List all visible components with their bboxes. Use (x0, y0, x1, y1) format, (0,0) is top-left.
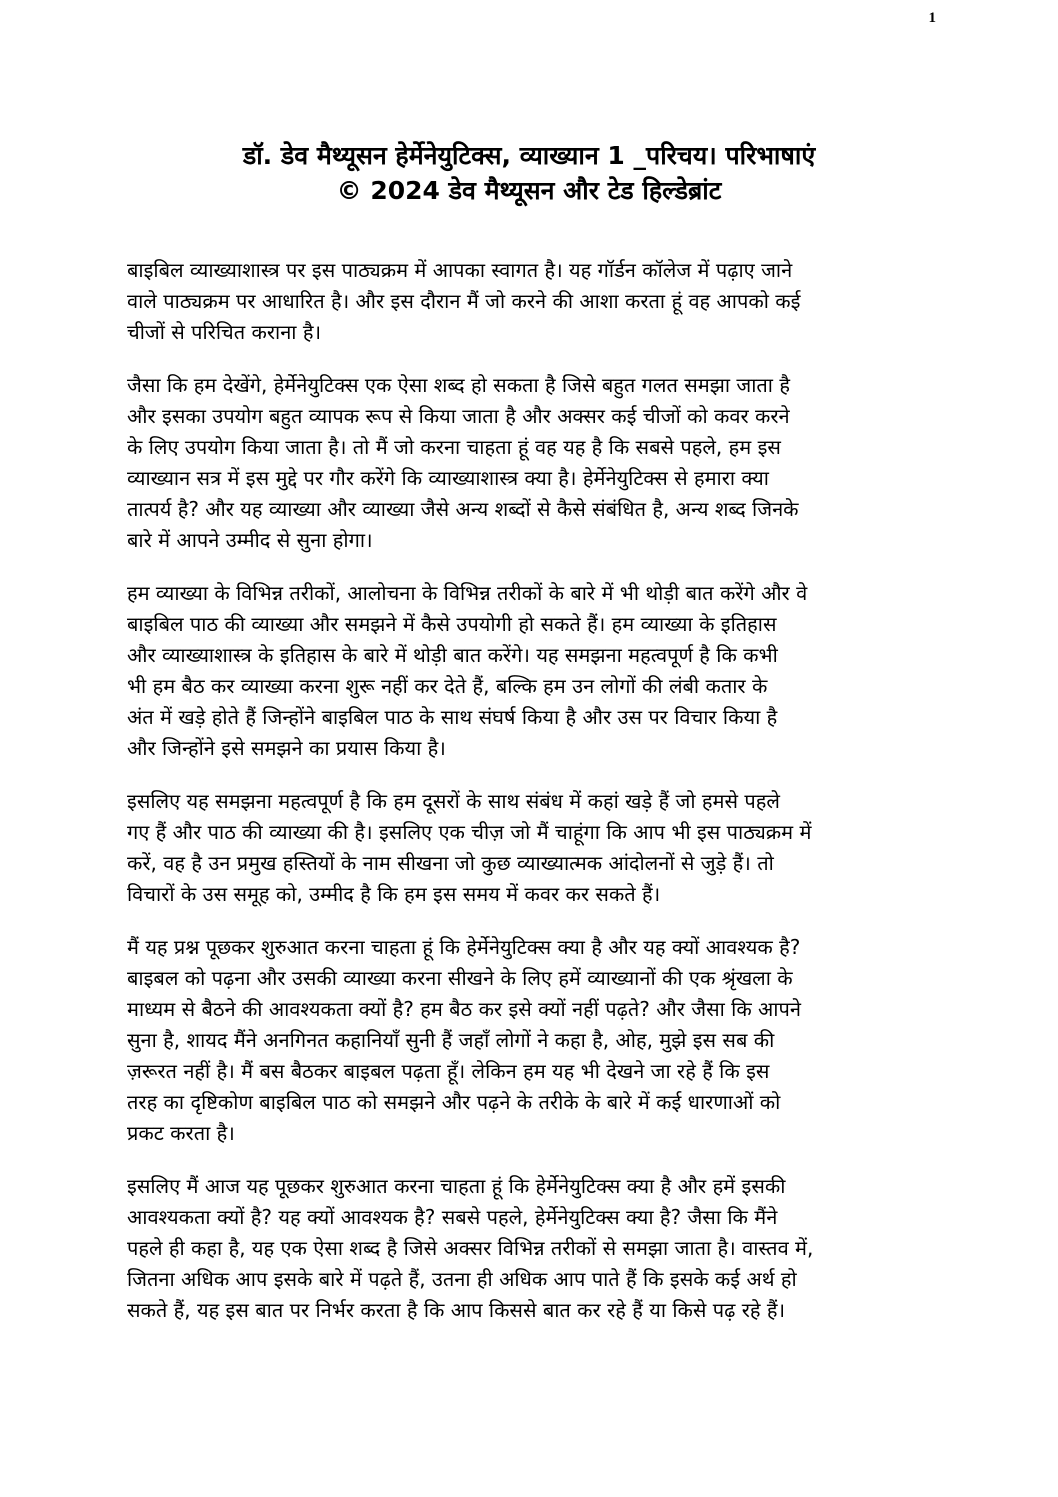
text-line: वाले पाठ्यक्रम पर आधारित है। और इस दौरान मैं जो करने की आशा करता हूं वह आपको कई (127, 289, 801, 313)
text-line: पहले ही कहा है, यह एक ऐसा शब्द है जिसे अक्सर विभिन्न तरीकों से समझा जाता है। वास्तव में, (127, 1236, 814, 1260)
document-title (0, 138, 1058, 208)
text-line: बाइबिल पाठ की व्याख्या और समझने में कैसे उपयोगी हो सकते हैं। हम व्याख्या के इतिहास (127, 612, 777, 636)
text-line: और इसका उपयोग बहुत व्यापक रूप से किया जाता है और अक्सर कई चीजों को कवर करने (127, 404, 790, 428)
text-line: इसलिए यह समझना महत्वपूर्ण है कि हम दूसरों के साथ संबंध में कहां खड़े हैं जो हमसे पहले (127, 789, 780, 813)
text-line: और जिन्होंने इसे समझने का प्रयास किया है। (127, 736, 446, 760)
text-line: इसलिए मैं आज यह पूछकर शुरुआत करना चाहता हूं कि हेर्मेनेयुटिक्स क्या है और हमें इसकी (127, 1174, 786, 1198)
paragraph (127, 1171, 937, 1326)
page-number: 1 (928, 10, 936, 26)
paragraph (127, 370, 937, 556)
text-line: गए हैं और पाठ की व्याख्या की है। इसलिए एक चीज़ जो मैं चाहूंगा कि आप भी इस पाठ्यक्रम में (127, 820, 812, 844)
text-line: सकते हैं, यह इस बात पर निर्भर करता है कि आप किससे बात कर रहे हैं या किसे पढ़ रहे हैं। (127, 1298, 786, 1322)
title-line-2: © 2024 डेव मैथ्यूसन और टेड हिल्डेब्रांट (336, 176, 722, 205)
text-line: प्रकट करता है। (127, 1121, 235, 1145)
title-line-1: डॉ. डेव मैथ्यूसन हेर्मेनेयुटिक्स, व्याख्यान 1 _परिचय। परिभाषाएं (242, 141, 816, 170)
text-line: जितना अधिक आप इसके बारे में पढ़ते हैं, उतना ही अधिक आप पाते हैं कि इसके कई अर्थ हो (127, 1267, 797, 1291)
text-line: और व्याख्याशास्त्र के इतिहास के बारे में थोड़ी बात करेंगे। यह समझना महत्वपूर्ण है कि कभी (127, 643, 778, 667)
text-line: के लिए उपयोग किया जाता है। तो मैं जो करना चाहता हूं वह यह है कि सबसे पहले, हम इस (127, 435, 781, 459)
paragraph (127, 578, 937, 764)
text-line: माध्यम से बैठने की आवश्यकता क्यों है? हम बैठ कर इसे क्यों नहीं पढ़ते? और जैसा कि आपने (127, 997, 801, 1021)
text-line: तरह का दृष्टिकोण बाइबिल पाठ को समझने और पढ़ने के तरीके के बारे में कई धारणाओं को (127, 1090, 781, 1114)
text-line: चीजों से परिचित कराना है। (127, 320, 322, 344)
text-line: तात्पर्य है? और यह व्याख्या और व्याख्या जैसे अन्य शब्दों से कैसे संबंधित है, अन्य शब्द जिनके (127, 497, 799, 521)
text-line: मैं यह प्रश्न पूछकर शुरुआत करना चाहता हूं कि हेर्मेनेयुटिक्स क्या है और यह क्यों आवश्यक है? (127, 935, 801, 959)
text-line: आवश्यकता क्यों है? यह क्यों आवश्यक है? सबसे पहले, हेर्मेनेयुटिक्स क्या है? जैसा कि मैंने (127, 1205, 778, 1229)
text-line: भी हम बैठ कर व्याख्या करना शुरू नहीं कर देते हैं, बल्कि हम उन लोगों की लंबी कतार के (127, 674, 768, 698)
paragraph (127, 255, 937, 348)
text-line: ज़रूरत नहीं है। मैं बस बैठकर बाइबल पढ़ता हूँ। लेकिन हम यह भी देखने जा रहे हैं कि इस (127, 1059, 770, 1083)
paragraph (127, 932, 937, 1149)
text-line: व्याख्यान सत्र में इस मुद्दे पर गौर करेंगे कि व्याख्याशास्त्र क्या है। हेर्मेनेयुटिक्स से हमारा क्या (127, 466, 769, 490)
text-line: हम व्याख्या के विभिन्न तरीकों, आलोचना के विभिन्न तरीकों के बारे में भी थोड़ी बात करेंगे और वे (127, 581, 808, 605)
text-line: बाइबिल व्याख्याशास्त्र पर इस पाठ्यक्रम में आपका स्वागत है। यह गॉर्डन कॉलेज में पढ़ाए जाने (127, 258, 793, 282)
document-body (127, 255, 937, 1348)
text-line: अंत में खड़े होते हैं जिन्होंने बाइबिल पाठ के साथ संघर्ष किया है और उस पर विचार किया है (127, 705, 778, 729)
text-line: बाइबल को पढ़ना और उसकी व्याख्या करना सीखने के लिए हमें व्याख्यानों की एक श्रृंखला के (127, 966, 793, 990)
text-line: विचारों के उस समूह को, उम्मीद है कि हम इस समय में कवर कर सकते हैं। (127, 882, 661, 906)
text-line: करें, वह है उन प्रमुख हस्तियों के नाम सीखना जो कुछ व्याख्यात्मक आंदोलनों से जुड़े हैं। तो (127, 851, 774, 875)
text-line: जैसा कि हम देखेंगे, हेर्मेनेयुटिक्स एक ऐसा शब्द हो सकता है जिसे बहुत गलत समझा जाता है (127, 373, 790, 397)
text-line: सुना है, शायद मैंने अनगिनत कहानियाँ सुनी हैं जहाँ लोगों ने कहा है, ओह, मुझे इस सब की (127, 1028, 775, 1052)
paragraph (127, 786, 937, 910)
text-line: बारे में आपने उम्मीद से सुना होगा। (127, 528, 373, 552)
